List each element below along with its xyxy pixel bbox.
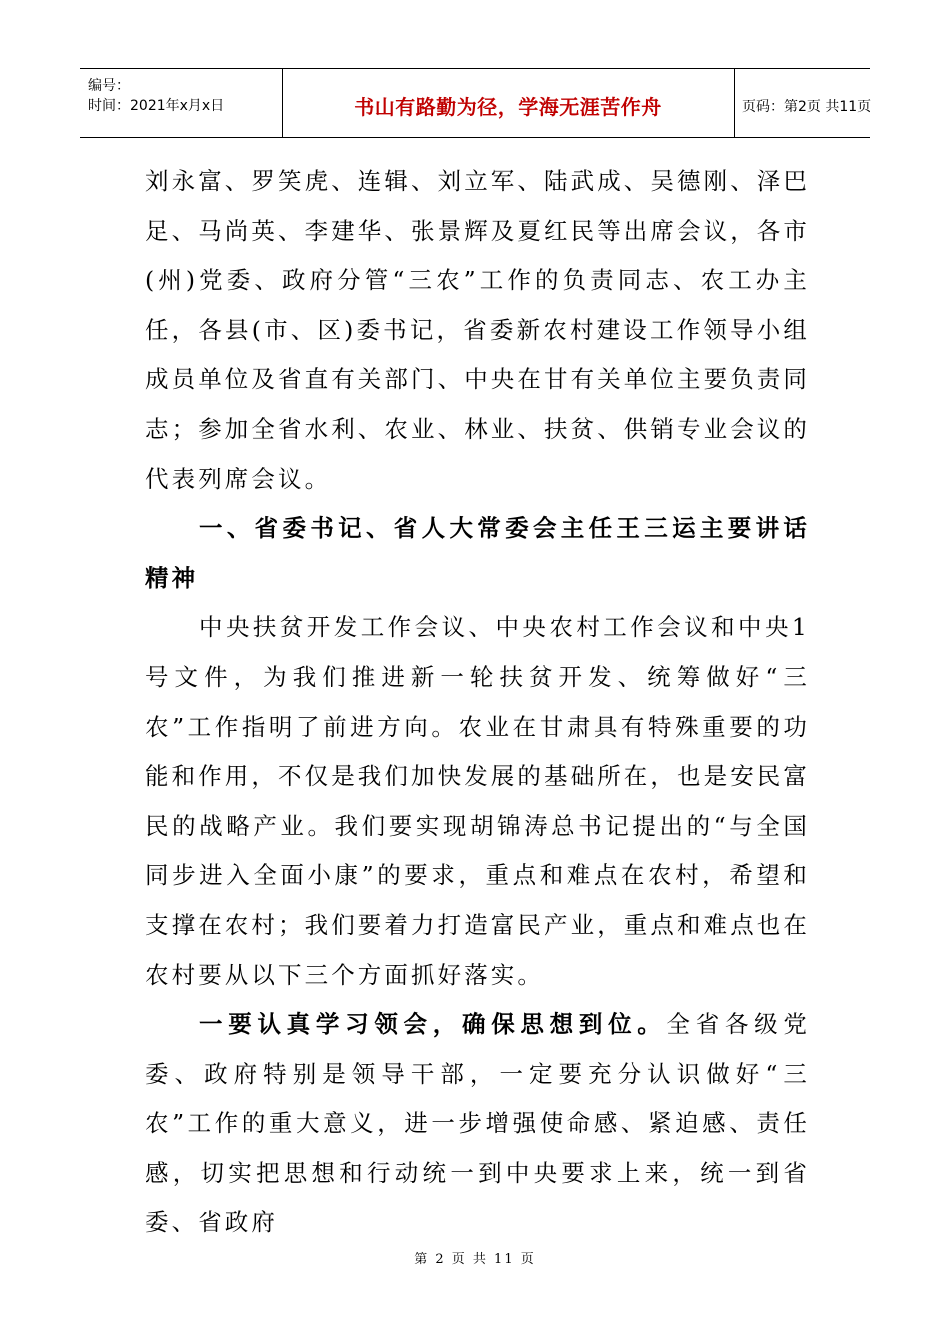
header-page-cell xyxy=(734,69,870,137)
header-motto-cell xyxy=(282,69,735,137)
paragraph-speech: 中央扶贫开发工作会议、中央农村工作会议和中央1号文件，为我们推进新一轮扶贫开发、统筹做好“三农”工作指明了前进方向。农业在甘肃具有特殊重要的功能和作用，不仅是我们加快发展的基础所在，也是安民富民的战略产业。我们要实现胡锦涛总书记提出的“与全国同步进入全面小康”的要求，重点和难点在农村，希望和支撑在农村；我们要着力打造富民产业，重点和难点也在农村要从以下三个方面抓好落实。 xyxy=(145,613,810,989)
paragraph-point-one xyxy=(145,1000,810,1248)
point-one-lead: 一要认真学习领会，确保思想到位。 xyxy=(199,1010,667,1039)
point-one-text: 全省各级党委、政府特别是领导干部，一定要充分认识做好“三农”工作的重大意义，进一步增强使命感、紧迫感、责任感，切实把思想和行动统一到中央要求上来，统一到省委、省政府 xyxy=(145,1010,810,1237)
paragraph-attendees: 刘永富、罗笑虎、连辑、刘立军、陆武成、吴德刚、泽巴足、马尚英、李建华、张景辉及夏红民等出席会议，各市(州)党委、政府分管“三农”工作的负责同志、农工办主任，各县(市、区)委书记，省委新农村建设工作领导小组成员单位及省直有关部门、中央在甘有关单位主要负责同志；参加全省水利、农业、林业、扶贫、供销专业会议的代表列席会议。 xyxy=(145,167,810,493)
serial-label: 编号： xyxy=(88,78,130,94)
header-motto: 书山有路勤为径，学海无涯苦作舟 xyxy=(354,95,662,119)
header-page-info: 页码：第2页 共11页 xyxy=(742,99,872,115)
document-body xyxy=(145,157,810,1248)
date-line: 时间：2021年x月x日 xyxy=(88,98,225,114)
page-footer: 第 2 页 共 11 页 xyxy=(414,1252,536,1267)
page-header xyxy=(80,68,870,138)
header-meta-cell xyxy=(80,69,283,137)
section-heading: 一、省委书记、省人大常委会主任王三运主要讲话精神 xyxy=(145,514,810,592)
